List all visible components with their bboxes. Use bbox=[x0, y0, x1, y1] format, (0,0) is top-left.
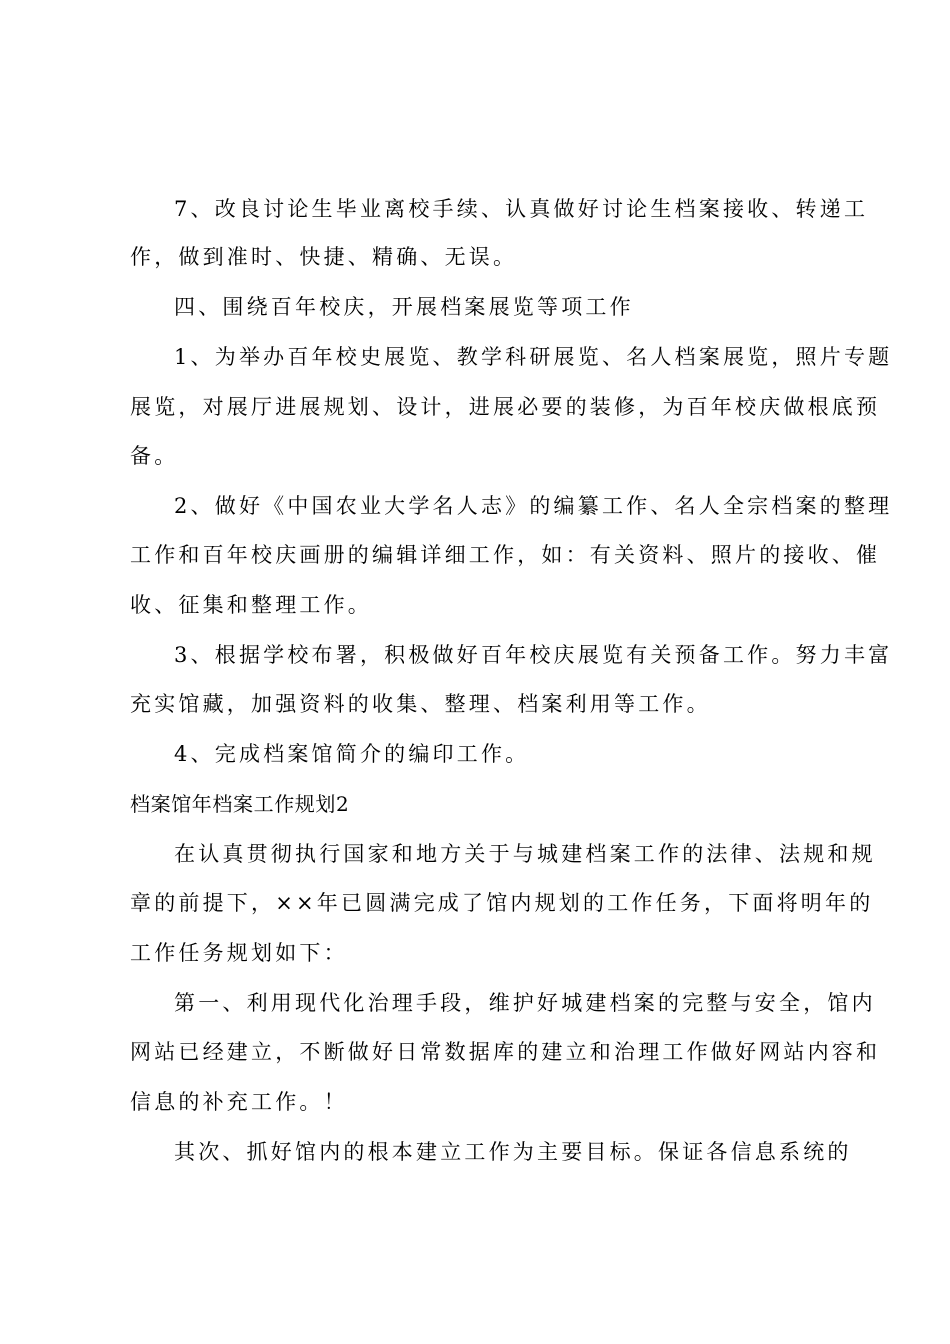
paragraph-line: 章的前提下，××年已圆满完成了馆内规划的工作任务，下面将明年的 bbox=[130, 891, 874, 915]
paragraph-line: 第一、利用现代化治理手段，维护好城建档案的完整与安全，馆内 bbox=[174, 991, 876, 1015]
paragraph-line: 4、完成档案馆简介的编印工作。 bbox=[174, 742, 530, 766]
paragraph-line: 网站已经建立，不断做好日常数据库的建立和治理工作做好网站内容和 bbox=[130, 1040, 881, 1064]
paragraph-line: 展览，对展厅进展规划、设计，进展必要的装修，为百年校庆做根底预 bbox=[130, 395, 881, 419]
paragraph-line: 1、为举办百年校史展览、教学科研展览、名人档案展览，照片专题 bbox=[174, 345, 893, 369]
paragraph-line: 3、根据学校布署，积极做好百年校庆展览有关预备工作。努力丰富 bbox=[174, 643, 893, 667]
paragraph-line: 其次、抓好馆内的根本建立工作为主要目标。保证各信息系统的 bbox=[174, 1140, 852, 1164]
paragraph-line: 工作任务规划如下： bbox=[130, 941, 348, 965]
document-title: 档案馆年档案工作规划2 bbox=[130, 792, 350, 816]
paragraph-line: 7、改良讨论生毕业离校手续、认真做好讨论生档案接收、转递工 bbox=[174, 197, 869, 221]
paragraph-line: 工作和百年校庆画册的编辑详细工作，如：有关资料、照片的接收、催 bbox=[130, 543, 881, 567]
paragraph-line: 作，做到准时、快捷、精确、无误。 bbox=[130, 245, 518, 269]
paragraph-line: 信息的补充工作。！ bbox=[130, 1090, 348, 1114]
paragraph-line: 在认真贯彻执行国家和地方关于与城建档案工作的法律、法规和规 bbox=[174, 842, 876, 866]
section-heading: 四、围绕百年校庆，开展档案展览等项工作 bbox=[174, 295, 634, 319]
paragraph-line: 收、征集和整理工作。 bbox=[130, 593, 372, 617]
paragraph-line: 充实馆藏，加强资料的收集、整理、档案利用等工作。 bbox=[130, 692, 711, 716]
paragraph-line: 备。 bbox=[130, 444, 179, 468]
paragraph-line: 2、做好《中国农业大学名人志》的编纂工作、名人全宗档案的整理 bbox=[174, 494, 893, 518]
